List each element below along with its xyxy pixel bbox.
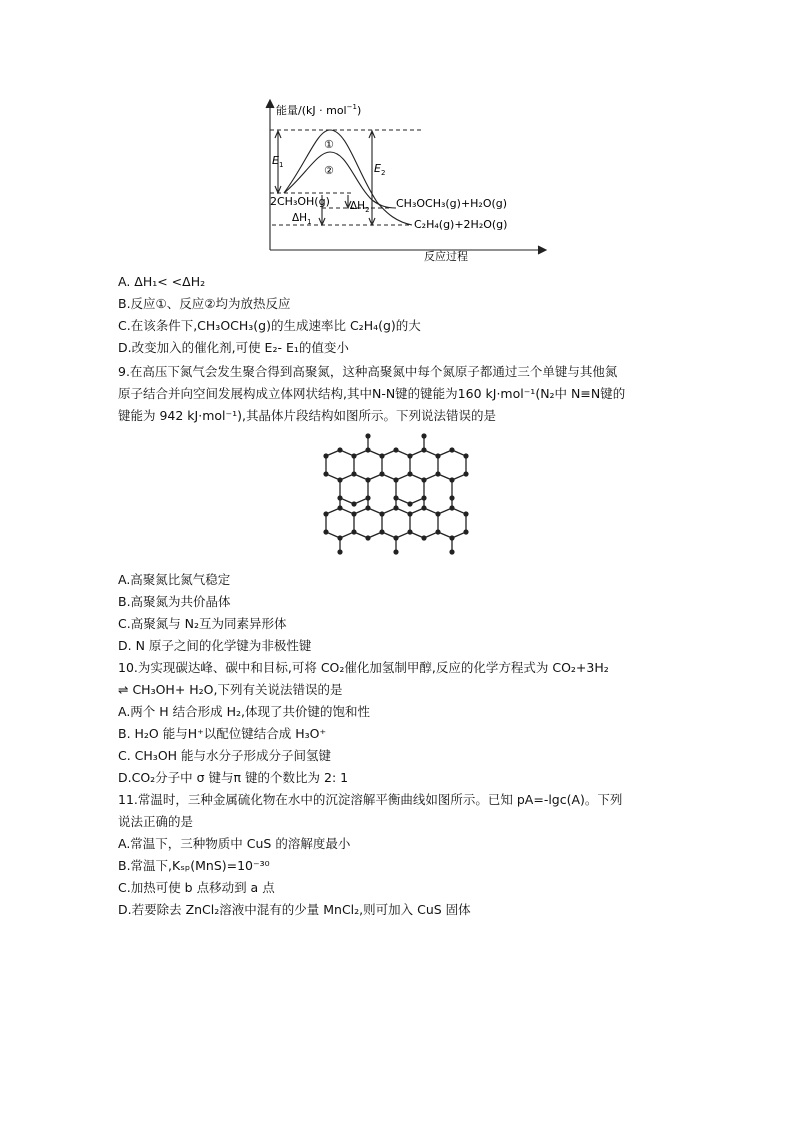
product1-label: CH₃OCH₃(g)+H₂O(g) (396, 197, 508, 210)
dh1-label: $\Delta H_1$ (292, 212, 312, 226)
q10-option-c: C. CH₃OH 能与水分子形成分子间氢键 (118, 748, 332, 763)
energy-diagram (262, 92, 562, 262)
dh2-label: $\Delta H_2$ (350, 200, 370, 214)
q9-option-c: C.高聚氮与 N₂互为同素异形体 (118, 616, 287, 631)
q11-stem-line-2: 说法正确的是 (118, 814, 194, 829)
q9-option-b: B.高聚氮为共价晶体 (118, 594, 231, 609)
q8-option-c: C.在该条件下,CH₃OCH₃(g)的生成速率比 C₂H₄(g)的大 (118, 318, 421, 333)
q9-stem-line-2: 原子结合并向空间发展构成立体网状结构,其中N-N键的键能为160 kJ·mol⁻¹(N₂中 N≡N键的 (118, 386, 626, 401)
q10-option-d: D.CO₂分子中 σ 键与π 键的个数比为 2: 1 (118, 770, 349, 785)
q11-option-c: C.加热可使 b 点移动到 a 点 (118, 880, 275, 895)
q11-option-a: A.常温下，三种物质中 CuS 的溶解度最小 (118, 836, 351, 851)
product2-label: C₂H₄(g)+2H₂O(g) (414, 218, 508, 231)
q10-option-a: A.两个 H 结合形成 H₂,体现了共价键的饱和性 (118, 704, 371, 719)
q10-stem-line-1: 10.为实现碳达峰、碳中和目标,可将 CO₂催化加氢制甲醇,反应的化学方程式为 CO₂+3H₂ (118, 660, 609, 675)
q9-stem-line-1: 9.在高压下氮气会发生聚合得到高聚氮，这种高聚氮中每个氮原子都通过三个单键与其他氮 (118, 364, 618, 379)
e1-label: $E_1$ (272, 154, 284, 169)
curve1-label: ① (324, 138, 334, 151)
q9-stem-line-3: 键能为 942 kJ·mol⁻¹),其晶体片段结构如图所示。下列说法错误的是 (118, 408, 496, 423)
reaction-curve-1 (284, 130, 412, 225)
reactant-label: 2CH₃OH(g) (270, 195, 330, 208)
q9-option-a: A.高聚氮比氮气稳定 (118, 572, 231, 587)
q8-option-b: B.反应①、反应②均为放热反应 (118, 296, 291, 311)
q11-option-b: B.常温下,Kₛₚ(MnS)=10⁻³⁰ (118, 858, 270, 873)
curve2-label: ② (324, 164, 334, 177)
q8-option-a: A. ΔH₁< <ΔH₂ (118, 274, 206, 289)
e2-label: $E_2$ (374, 162, 386, 177)
q11-option-d: D.若要除去 ZnCl₂溶液中混有的少量 MnCl₂,则可加入 CuS 固体 (118, 902, 471, 917)
polymeric-nitrogen-lattice (318, 428, 478, 558)
y-axis-arrow (266, 100, 274, 108)
x-axis-arrow (538, 246, 546, 254)
q8-option-d: D.改变加入的催化剂,可使 E₂- E₁的值变小 (118, 340, 349, 355)
q11-stem-line-1: 11.常温时，三种金属硫化物在水中的沉淀溶解平衡曲线如图所示。已知 pA=-lgc(A)。下列 (118, 792, 623, 807)
q10-option-b: B. H₂O 能与H⁺以配位键结合成 H₃O⁺ (118, 726, 327, 741)
y-axis-label: 能量/(kJ · mol$^{-1}$) (276, 103, 362, 117)
q9-option-d: D. N 原子之间的化学键为非极性键 (118, 638, 312, 653)
x-axis-label: 反应过程 (424, 250, 468, 262)
q10-stem-line-2: ⇌ CH₃OH+ H₂O,下列有关说法错误的是 (118, 682, 343, 697)
